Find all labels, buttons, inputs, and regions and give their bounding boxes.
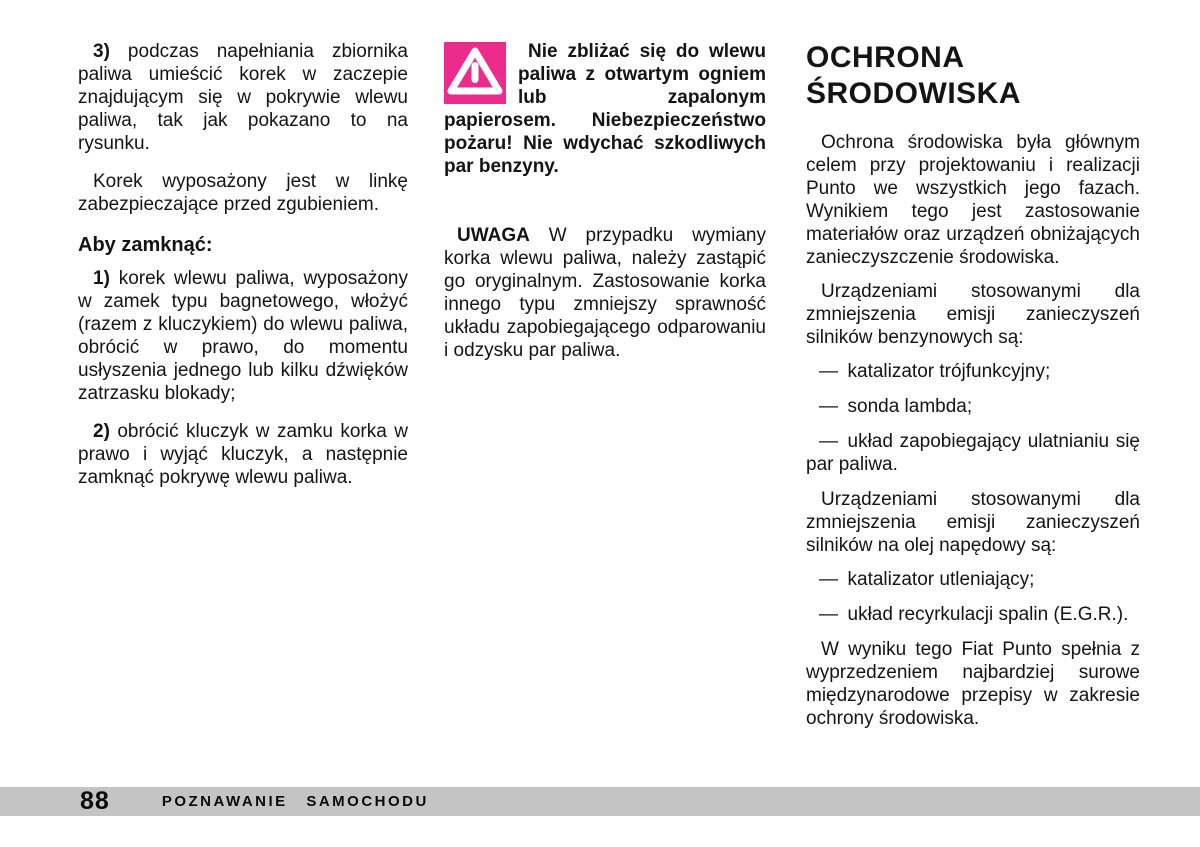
closing-paragraph: W wyniku tego Fiat Punto spełnia z wyprzedzeniem najbardziej surowe międzynarodowe przepisy w zakresie ochrony środowiska.: [806, 639, 1140, 729]
step-3-paragraph: [78, 40, 408, 155]
footer-section-title: POZNAWANIE SAMOCHODU: [161, 793, 429, 810]
right-column: [806, 40, 1140, 741]
page-number: 88: [80, 787, 110, 815]
petrol-list-item: — układ zapobiegający ulatnianiu się par paliwa.: [806, 431, 1140, 475]
petrol-intro-paragraph: Urządzeniami stosowanymi dla zmniejszenia emisji zanieczyszeń silników benzynowych są:: [806, 281, 1140, 348]
warning-triangle-icon: [444, 42, 506, 104]
diesel-intro-paragraph: Urządzeniami stosowanymi dla zmniejszenia emisji zanieczyszeń silników na olej napędowy są:: [806, 489, 1140, 556]
step-1-text: korek wlewu paliwa, wyposażony w zamek typu bagnetowego, włożyć (razem z kluczykiem) do wlewu paliwa, obrócić w prawo, do momentu usłyszenia jednego lub kilku dźwięków zatrzasku blokady;: [78, 268, 408, 404]
note-text: W przypadku wymiany korka wlewu paliwa, należy zastąpić go oryginalnym. Zastosowanie korka innego typu zmniejszy sprawność układu zapobiegającego odparowaniu i odzysku par paliwa.: [444, 225, 766, 361]
close-subheading: Aby zamknąć:: [78, 234, 213, 256]
cable-paragraph: Korek wyposażony jest w linkę zabezpieczające przed zgubieniem.: [78, 171, 408, 215]
step-3-number: 3): [93, 41, 110, 62]
diesel-list-item: — katalizator utleniający;: [819, 569, 1035, 590]
environment-intro-paragraph: Ochrona środowiska była głównym celem przy projektowaniu i realizacji Punto we wszystkich jego fazach. Wynikiem tego jest zastosowanie materiałów oraz urządzeń obniżających zanieczyszczenie środowiska.: [806, 132, 1140, 268]
step-1-number: 1): [93, 268, 110, 289]
step-1-paragraph: [78, 267, 408, 405]
diesel-list-item: — układ recyrkulacji spalin (E.G.R.).: [819, 604, 1129, 625]
left-column: [78, 40, 408, 504]
note-paragraph: [444, 224, 766, 362]
warning-text: Nie zbliżać się do wlewu paliwa z otwartym ogniem lub zapalonym papierosem. Niebezpieczeństwo pożaru! Nie wdychać szkodliwych par benzyny.: [444, 41, 766, 177]
step-3-text: podczas napełniania zbiornika paliwa umieścić korek w zaczepie znajdującym się w pokrywie wlewu paliwa, tak jak pokazano to na rysunku.: [78, 41, 408, 154]
middle-column: [444, 40, 766, 362]
petrol-list-item: — sonda lambda;: [819, 396, 973, 417]
petrol-list-item: — katalizator trójfunkcyjny;: [819, 361, 1051, 382]
warning-box: [444, 40, 766, 178]
step-2-text: obrócić kluczyk w zamku korka w prawo i wyjąć kluczyk, a następnie zamknąć pokrywę wlewu paliwa.: [78, 421, 408, 488]
step-2-number: 2): [93, 421, 110, 442]
note-label: UWAGA: [457, 225, 530, 246]
section-heading: OCHRONA ŚRODOWISKA: [806, 41, 1021, 110]
step-2-paragraph: [78, 420, 408, 489]
footer-bar: [0, 787, 1200, 816]
